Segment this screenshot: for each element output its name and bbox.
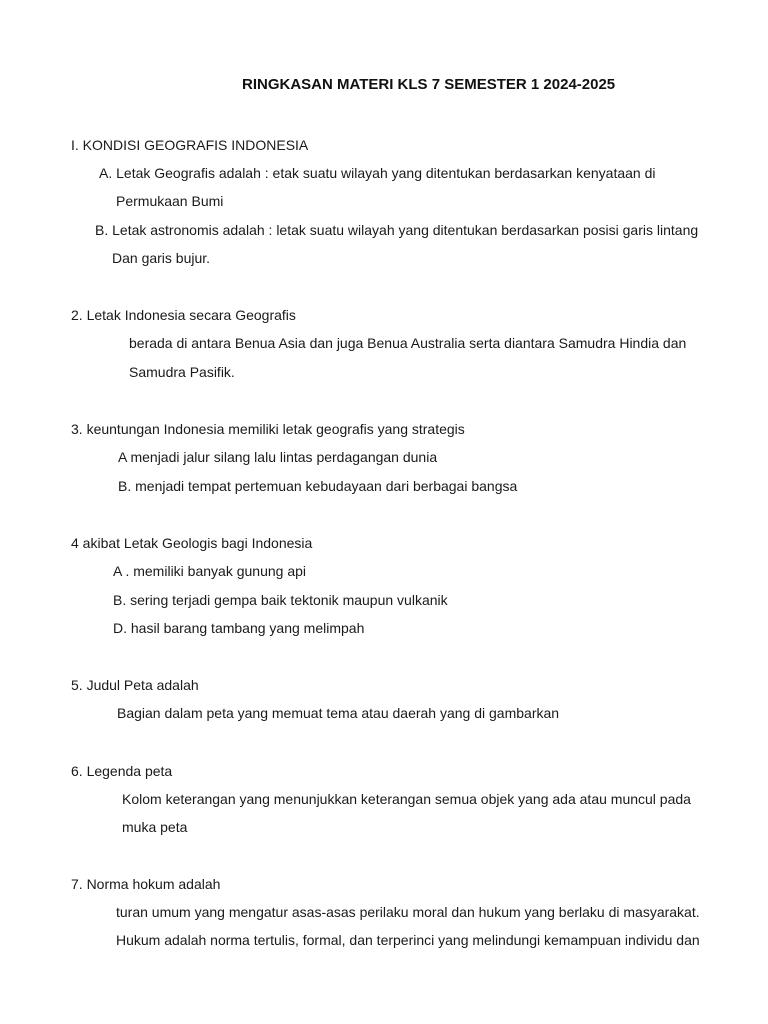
text-line: Kolom keterangan yang menunjukkan keterangan semua objek yang ada atau muncul pada xyxy=(122,791,691,807)
section-5-heading: 5. Judul Peta adalah xyxy=(71,677,199,693)
section-1-heading: I. KONDISI GEOGRAFIS INDONESIA xyxy=(71,137,309,153)
text-line: A . memiliki banyak gunung api xyxy=(113,563,306,579)
text-line: Hukum adalah norma tertulis, formal, dan terperinci yang melindungi kemampuan individu dan xyxy=(116,932,700,948)
text-line: Bagian dalam peta yang memuat tema atau daerah yang di gambarkan xyxy=(117,705,560,721)
section-2-heading: 2. Letak Indonesia secara Geografis xyxy=(71,307,296,323)
text-line: muka peta xyxy=(122,819,188,835)
text-line: D. hasil barang tambang yang melimpah xyxy=(113,620,365,636)
section-4-heading: 4 akibat Letak Geologis bagi Indonesia xyxy=(71,535,313,551)
section-3-heading: 3. keuntungan Indonesia memiliki letak geografis yang strategis xyxy=(71,421,465,437)
text-line: A menjadi jalur silang lalu lintas perdagangan dunia xyxy=(118,449,438,465)
text-line: turan umum yang mengatur asas-asas perilaku moral dan hukum yang berlaku di masyarakat. xyxy=(116,904,700,920)
section-6-heading: 6. Legenda peta xyxy=(71,763,173,779)
text-line: berada di antara Benua Asia dan juga Benua Australia serta diantara Samudra Hindia dan xyxy=(129,335,687,351)
text-line: A. Letak Geografis adalah : etak suatu wilayah yang ditentukan berdasarkan kenyataan di xyxy=(99,165,656,181)
text-line: B. Letak astronomis adalah : letak suatu wilayah yang ditentukan berdasarkan posisi garis lintang xyxy=(95,222,699,238)
text-line: Samudra Pasifik. xyxy=(129,364,235,380)
document-title: RINGKASAN MATERI KLS 7 SEMESTER 1 2024-2025 xyxy=(242,76,616,93)
text-line: B. sering terjadi gempa baik tektonik maupun vulkanik xyxy=(113,592,448,608)
text-line: Dan garis bujur. xyxy=(112,250,211,266)
section-7-heading: 7. Norma hokum adalah xyxy=(71,876,221,892)
text-line: B. menjadi tempat pertemuan kebudayaan dari berbagai bangsa xyxy=(118,478,518,494)
text-line: Permukaan Bumi xyxy=(116,193,224,209)
